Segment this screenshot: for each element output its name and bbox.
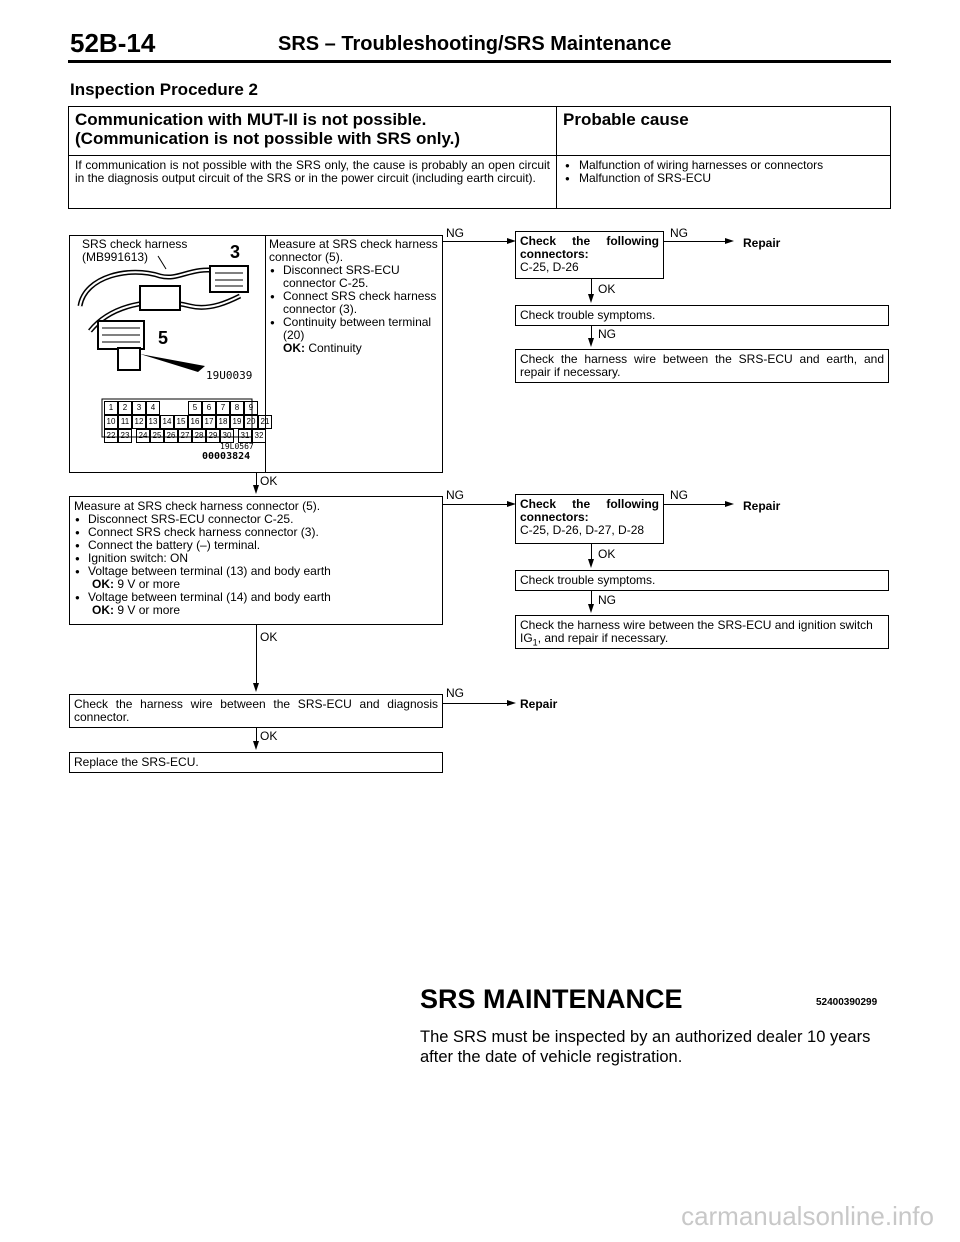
pin-label: 14 bbox=[160, 415, 174, 429]
diagnosis-connector-box: Check the harness wire between the SRS-ECU and diagnosis connector. bbox=[69, 694, 443, 728]
pin-label: 25 bbox=[150, 429, 164, 443]
arrow-down-icon bbox=[253, 683, 259, 692]
pin-label: 10 bbox=[104, 415, 118, 429]
connector-line bbox=[591, 544, 592, 560]
arrow-down-icon bbox=[588, 338, 594, 347]
cause-list-cell bbox=[557, 156, 891, 209]
ng-label: NG bbox=[670, 488, 688, 502]
probable-cause-table bbox=[68, 106, 891, 209]
step2-box: Measure at SRS check harness connector (5). ● Disconnect SRS-ECU connector C-25. ● Connect SRS check harness connector (3). ● Connect the battery (–) terminal. ● Ignition switch: ON ● Voltage between terminal (13) and body earth OK: 9 V or more ● Voltage between terminal (14) and body earth OK: 9 V or more bbox=[69, 496, 443, 625]
arrow-right-icon bbox=[725, 501, 734, 507]
symptom-line-2: (Communication is not possible with SRS only.) bbox=[75, 129, 461, 148]
step2-bullet: ● Ignition switch: ON bbox=[74, 552, 438, 565]
pin-label: 26 bbox=[164, 429, 178, 443]
harness-label: SRS check harness (MB991613) bbox=[82, 237, 188, 264]
pin-label: 17 bbox=[202, 415, 216, 429]
page-number: 52B-14 bbox=[70, 28, 156, 58]
ok-label: OK bbox=[598, 547, 616, 561]
harness-earth-box: Check the harness wire between the SRS-ECU and earth, and repair if necessary. bbox=[515, 349, 889, 383]
pin-label: 13 bbox=[146, 415, 160, 429]
connector-line bbox=[664, 504, 728, 505]
pin-label: 31 bbox=[238, 429, 252, 443]
ng-label: NG bbox=[598, 327, 616, 341]
ok-label: OK bbox=[598, 282, 616, 296]
pin-label: 9 bbox=[244, 401, 258, 415]
watermark: carmanualsonline.info bbox=[681, 1201, 934, 1231]
pin-label: 20 bbox=[244, 415, 258, 429]
pin-label: 2 bbox=[118, 401, 132, 415]
harness-ignition-box: Check the harness wire between the SRS-ECU and ignition switch $IG_1$, and repair if necessary. bbox=[515, 615, 889, 649]
pin-label: 28 bbox=[192, 429, 206, 443]
pin-label: 3 bbox=[132, 401, 146, 415]
connector-line bbox=[443, 703, 511, 704]
cause-item: ● Malfunction of SRS-ECU bbox=[563, 172, 884, 185]
pin-label: 32 bbox=[252, 429, 266, 443]
symptom-description: If communication is not possible with the SRS only, the cause is probably an open circuit in the diagnosis output circuit of the SRS or in the power circuit (including earth circuit). bbox=[69, 156, 557, 209]
pin-label: 22 bbox=[104, 429, 118, 443]
step2-bullet: ● Voltage between terminal (13) and body earth bbox=[74, 565, 438, 578]
connector-line bbox=[443, 504, 511, 505]
step2-bullet: ● Connect SRS check harness connector (3). bbox=[74, 526, 438, 539]
pin-label: 23 bbox=[118, 429, 132, 443]
pin-label: 18 bbox=[216, 415, 230, 429]
cause-heading: Probable cause bbox=[557, 107, 891, 156]
arrow-right-icon bbox=[507, 700, 516, 706]
page-title: SRS – Troubleshooting/SRS Maintenance bbox=[278, 33, 672, 55]
check-connectors-box-2: Check the following connectors: C-25, D-26, D-27, D-28 bbox=[515, 494, 664, 544]
pin-label: 21 bbox=[258, 415, 272, 429]
arrow-down-icon bbox=[253, 485, 259, 494]
ng-label: NG bbox=[446, 226, 464, 240]
ig-subscript: 1 bbox=[532, 637, 538, 648]
connector-line bbox=[443, 241, 511, 242]
repair-label: Repair bbox=[743, 499, 781, 513]
header-rule bbox=[68, 60, 891, 63]
ng-label: NG bbox=[598, 593, 616, 607]
pin-label: 1 bbox=[104, 401, 118, 415]
repair-label: Repair bbox=[743, 236, 781, 250]
symptom-line-1: Communication with MUT-II is not possible. bbox=[75, 110, 427, 129]
connector-line bbox=[591, 279, 592, 295]
pin-label: 30 bbox=[220, 429, 234, 443]
pin-label: 11 bbox=[118, 415, 132, 429]
terminal-grid bbox=[104, 401, 272, 443]
arrow-down-icon bbox=[253, 741, 259, 750]
cause-item: ● Malfunction of wiring harnesses or connectors bbox=[563, 159, 884, 172]
pin-label: 12 bbox=[132, 415, 146, 429]
pin-label: 24 bbox=[136, 429, 150, 443]
arrow-down-icon bbox=[588, 604, 594, 613]
maintenance-text: The SRS must be inspected by an authorized dealer 10 years after the date of vehicle registration. bbox=[420, 1028, 871, 1066]
ng-label: NG bbox=[446, 686, 464, 700]
pin-label: 4 bbox=[146, 401, 160, 415]
step2-bullet: ● Connect the battery (–) terminal. bbox=[74, 539, 438, 552]
pin-label: 19 bbox=[230, 415, 244, 429]
connector-line bbox=[256, 728, 257, 741]
step2-bullet: ● Disconnect SRS-ECU connector C-25. bbox=[74, 513, 438, 526]
pin-label: 16 bbox=[188, 415, 202, 429]
pin-label: 27 bbox=[178, 429, 192, 443]
replace-ecu-box: Replace the SRS-ECU. bbox=[69, 752, 443, 773]
pin-label: 6 bbox=[202, 401, 216, 415]
step2-bullet: ● Voltage between terminal (14) and body earth bbox=[74, 591, 438, 604]
figure-code-3: 00003824 bbox=[202, 451, 251, 462]
pin-label: 5 bbox=[188, 401, 202, 415]
callout-3: 3 bbox=[230, 242, 241, 262]
connector-line bbox=[256, 473, 257, 485]
connector-line bbox=[256, 625, 257, 683]
connector-line bbox=[591, 591, 592, 605]
ok-label: OK bbox=[260, 630, 278, 644]
step1-bullet: ● Disconnect SRS-ECU connector C-25. bbox=[269, 264, 439, 290]
pin-label: 15 bbox=[174, 415, 188, 429]
pin-label: 29 bbox=[206, 429, 220, 443]
check-connectors-box-1: Check the following connectors: C-25, D-26 bbox=[515, 231, 664, 279]
maintenance-code: 52400390299 bbox=[816, 997, 878, 1008]
maintenance-title: SRS MAINTENANCE bbox=[420, 984, 683, 1014]
ok-label: OK bbox=[260, 729, 278, 743]
step1-bullet: ● Connect SRS check harness connector (3). bbox=[269, 290, 439, 316]
ng-label: NG bbox=[670, 226, 688, 240]
arrow-right-icon bbox=[725, 238, 734, 244]
callout-5: 5 bbox=[158, 328, 169, 348]
step1-instructions: Measure at SRS check harness connector (5). ● Disconnect SRS-ECU connector C-25. ● Connect SRS check harness connector (3). ● Continuity between terminal (20) OK: Continuity bbox=[269, 238, 439, 355]
arrow-down-icon bbox=[588, 294, 594, 303]
figure-code-2: 19L0567 bbox=[220, 442, 254, 451]
step1-bullet: ● Continuity between terminal (20) bbox=[269, 316, 439, 342]
trouble-symptoms-box-1: Check trouble symptoms. bbox=[515, 305, 889, 326]
connector-line bbox=[664, 241, 728, 242]
trouble-symptoms-box-2: Check trouble symptoms. bbox=[515, 570, 889, 591]
pin-label: 7 bbox=[216, 401, 230, 415]
figure-code-1: 19U0039 bbox=[206, 369, 253, 382]
ng-label: NG bbox=[446, 488, 464, 502]
symptom-heading bbox=[69, 107, 557, 156]
step1-box bbox=[69, 235, 443, 473]
procedure-title: Inspection Procedure 2 bbox=[70, 80, 258, 99]
repair-label: Repair bbox=[520, 697, 558, 711]
ok-label: OK bbox=[260, 474, 278, 488]
arrow-down-icon bbox=[588, 559, 594, 568]
pin-label: 8 bbox=[230, 401, 244, 415]
